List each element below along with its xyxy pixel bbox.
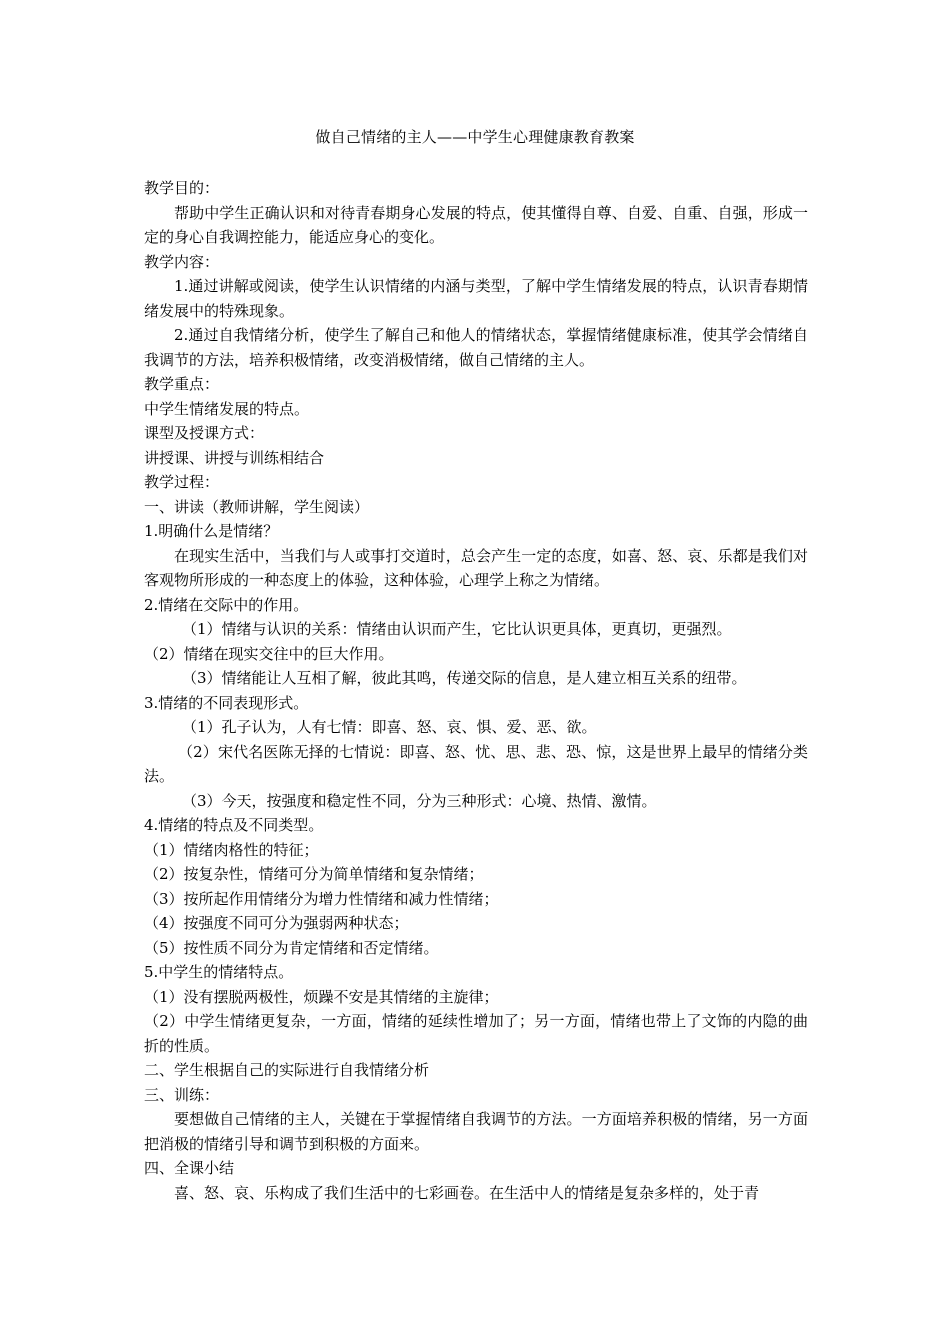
list-item: （2）宋代名医陈无择的七情说：即喜、怒、忧、思、悲、恐、惊，这是世界上最早的情绪分类法。	[144, 742, 808, 785]
paragraph: 2.通过自我情绪分析，使学生了解自己和他人的情绪状态，掌握情绪健康标准，使其学会情绪自我调节的方法，培养积极情绪，改变消极情绪，做自己情绪的主人。	[144, 326, 808, 369]
list-item-heading: 4.情绪的特点及不同类型。	[144, 816, 324, 834]
section-heading: 三、训练：	[144, 1085, 220, 1104]
list-item: （1）没有摆脱两极性，烦躁不安是其情绪的主旋律；	[144, 987, 499, 1006]
list-item: （5）按性质不同分为肯定情绪和否定情绪。	[144, 938, 439, 957]
paragraph: 在现实生活中，当我们与人或事打交道时，总会产生一定的态度，如喜、怒、哀、乐都是我们对客观物所形成的一种态度上的体验，这种体验，心理学上称之为情绪。	[144, 546, 808, 589]
list-item-heading: 5.中学生的情绪特点。	[144, 963, 294, 981]
list-item-heading: 2.情绪在交际中的作用。	[144, 595, 309, 614]
section-heading: 二、学生根据自己的实际进行自我情绪分析	[144, 1061, 430, 1079]
list-item: （2）情绪在现实交往中的巨大作用。	[144, 644, 394, 663]
list-item: （4）按强度不同可分为强弱两种状态；	[144, 914, 409, 932]
paragraph: 讲授课、讲授与训练相结合	[144, 448, 325, 467]
list-item: （1）情绪与认识的关系：情绪由认识而产生，它比认识更具体，更真切，更强烈。	[182, 620, 732, 638]
page-title: 做自己情绪的主人——中学生心理健康教育教案	[315, 128, 635, 146]
paragraph: 1.通过讲解或阅读，使学生认识情绪的内涵与类型，了解中学生情绪发展的特点，认识青春期情绪发展中的特殊现象。	[144, 277, 808, 320]
paragraph: 喜、怒、哀、乐构成了我们生活中的七彩画卷。在生活中人的情绪是复杂多样的，处于青	[174, 1183, 760, 1202]
list-item: （3）按所起作用情绪分为增力性情绪和减力性情绪；	[144, 889, 499, 908]
list-item: （1）孔子认为，人有七情：即喜、怒、哀、惧、爱、恶、欲。	[182, 718, 597, 736]
list-item: （3）情绪能让人互相了解，彼此其鸣，传递交际的信息，是人建立相互关系的纽带。	[182, 669, 747, 687]
heading-teaching-content: 教学内容：	[144, 252, 220, 271]
heading-teaching-focus: 教学重点：	[144, 375, 220, 393]
paragraph: 帮助中学生正确认识和对待青春期身心发展的特点，使其懂得自尊、自爱、自重、自强，形成一定的身心自我调控能力，能适应身心的变化。	[144, 203, 808, 246]
list-item-heading: 3.情绪的不同表现形式。	[144, 693, 309, 712]
section-heading: 一、讲读（教师讲解，学生阅读）	[144, 497, 370, 516]
list-item: （3）今天，按强度和稳定性不同，分为三种形式：心境、热情、激情。	[182, 791, 657, 810]
document-body	[144, 176, 808, 1205]
section-heading: 四、全课小结	[144, 1159, 235, 1177]
list-item: （2）中学生情绪更复杂，一方面，情绪的延续性增加了；另一方面，情绪也带上了文饰的内隐的曲折的性质。	[144, 1012, 808, 1055]
paragraph: 中学生情绪发展的特点。	[144, 399, 310, 418]
paragraph: 要想做自己情绪的主人，关键在于掌握情绪自我调节的方法。一方面培养积极的情绪，另一方面把消极的情绪引导和调节到积极的方面来。	[144, 1110, 808, 1153]
list-item: （1）情绪肉格性的特征；	[144, 840, 319, 859]
list-item-heading: 1.明确什么是情绪？	[144, 522, 279, 540]
heading-teaching-process: 教学过程：	[144, 473, 220, 491]
list-item: （2）按复杂性，情绪可分为简单情绪和复杂情绪；	[144, 865, 484, 883]
heading-teaching-objective: 教学目的：	[144, 179, 220, 197]
heading-lesson-type: 课型及授课方式：	[144, 424, 265, 442]
